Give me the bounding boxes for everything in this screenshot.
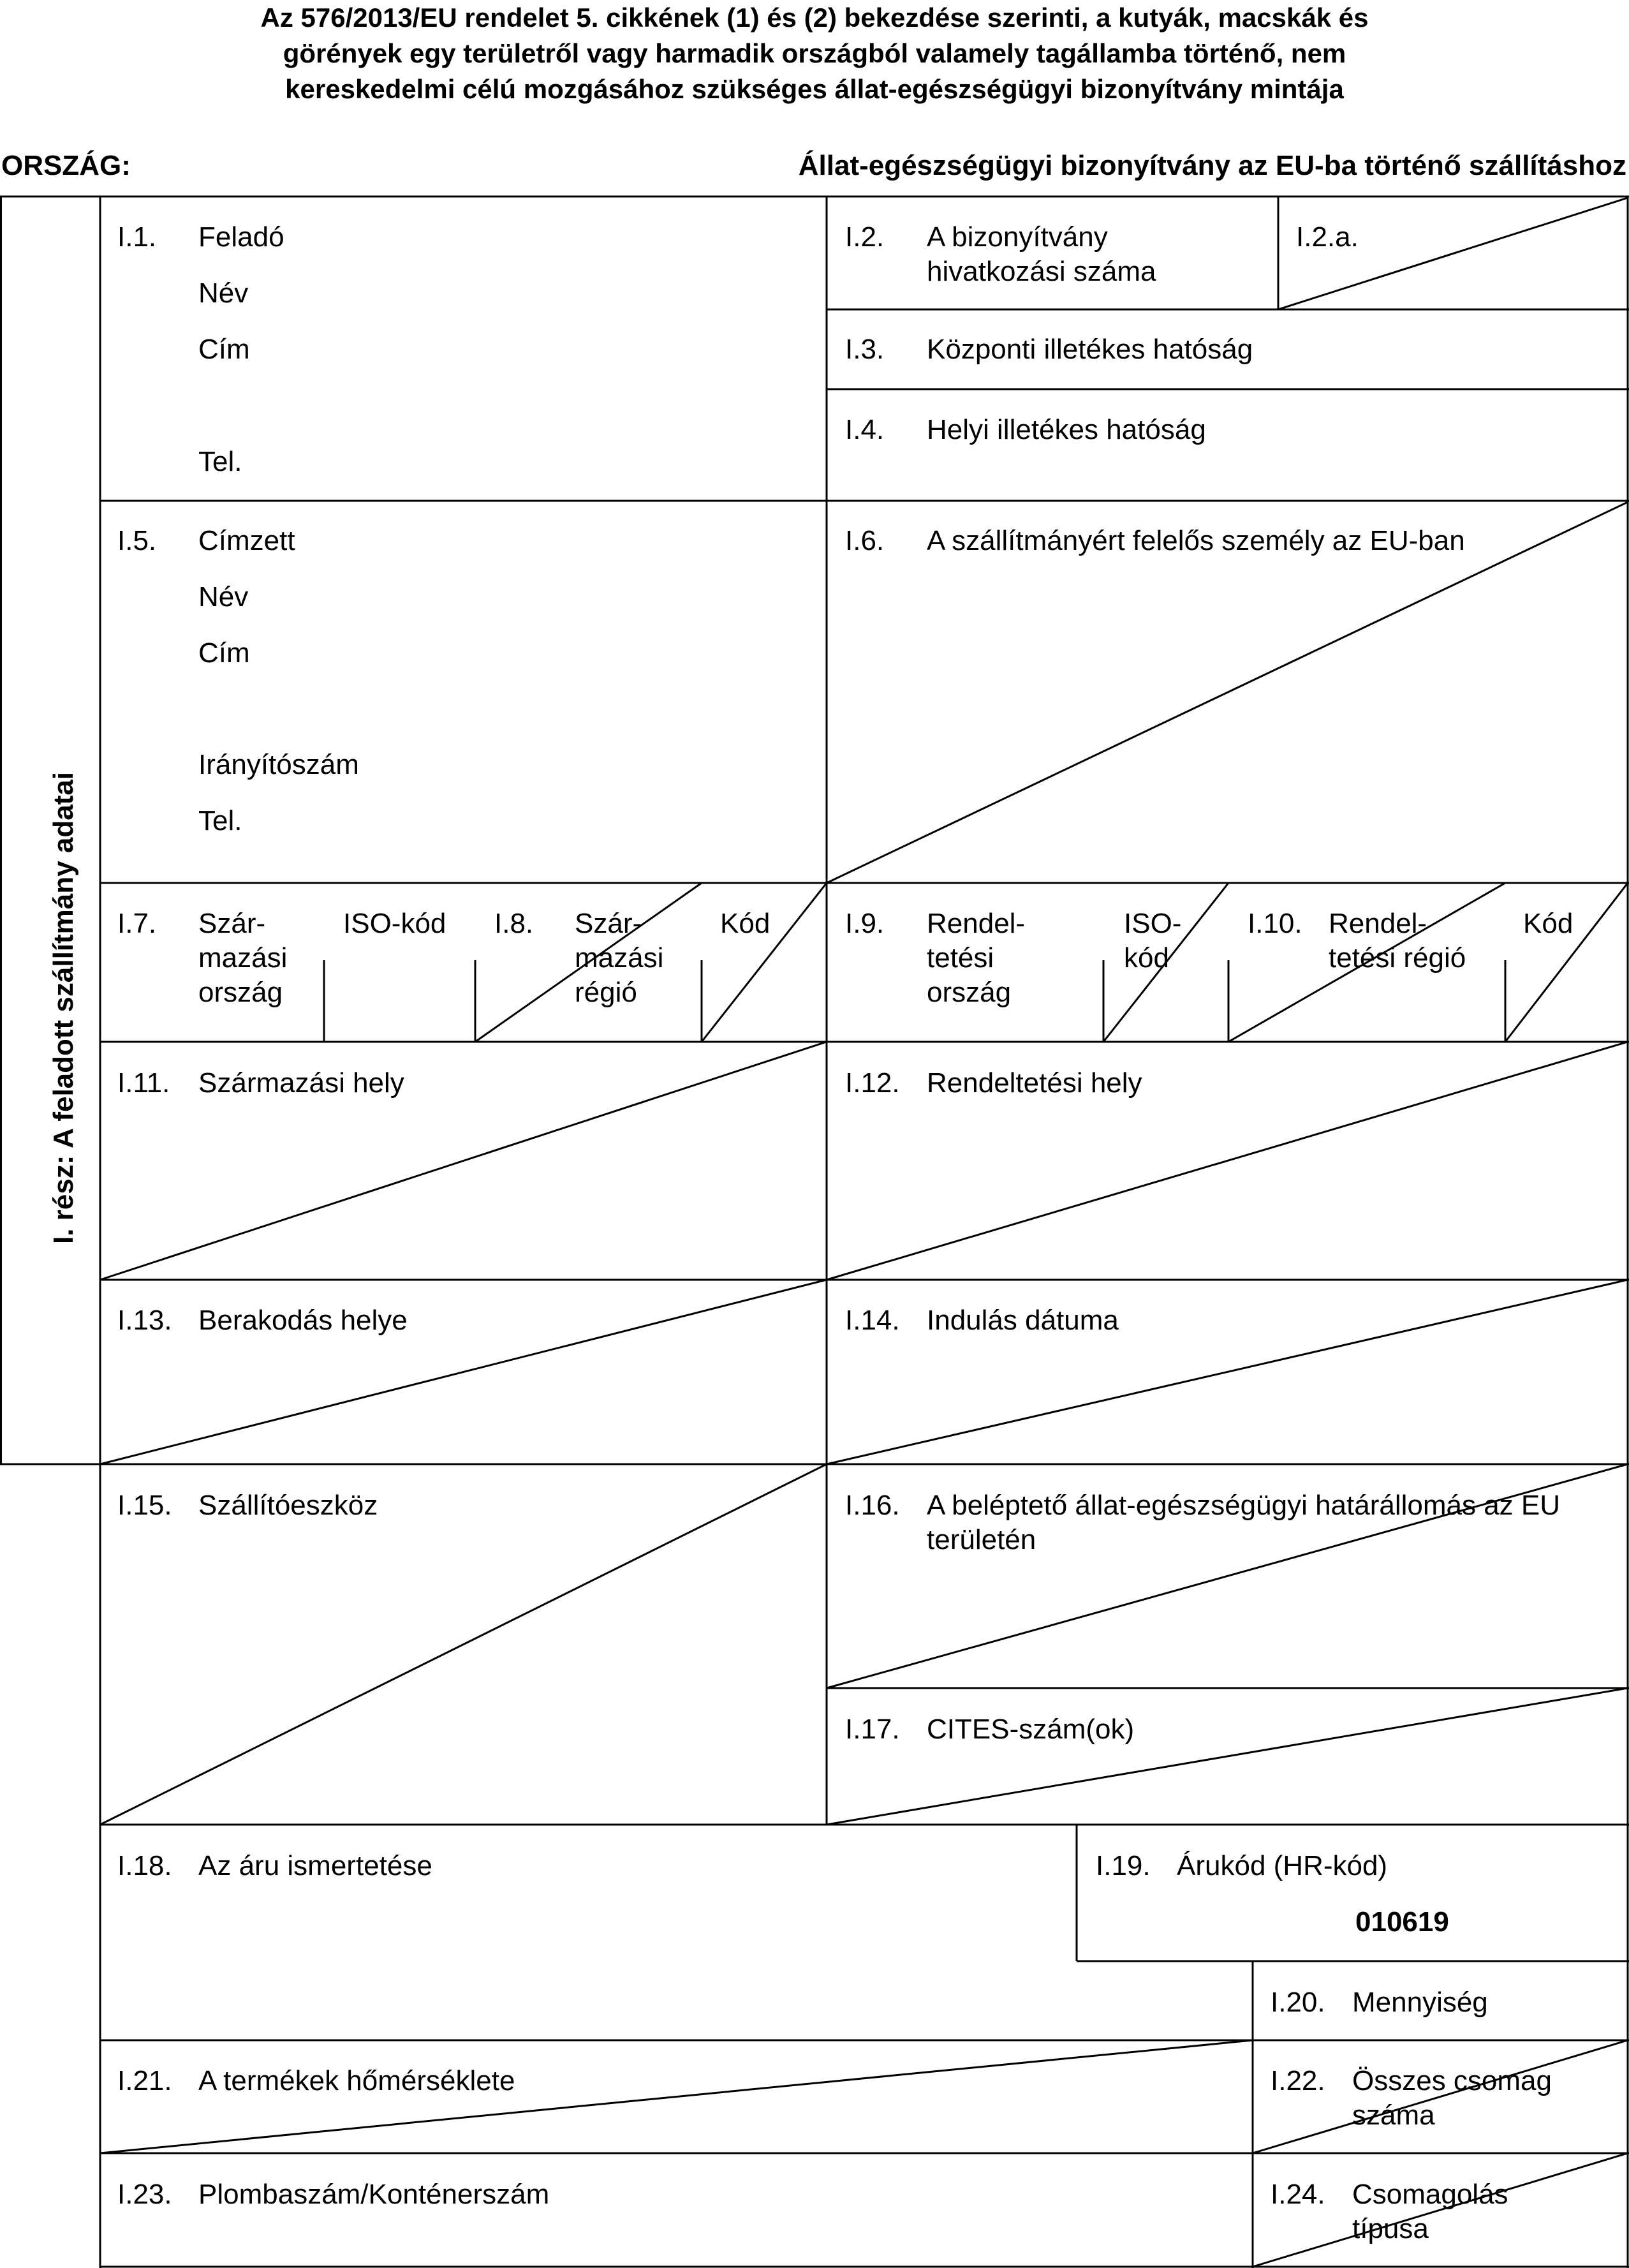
i16-number: I.16. — [845, 1490, 900, 1521]
title-line-1: Az 576/2013/EU rendelet 5. cikkének (1) és (2) bekezdése szerinti, a kutyák, macskák és — [260, 3, 1369, 33]
i8-code-label: Kód — [720, 908, 770, 939]
i24-label-2: típusa — [1352, 2213, 1429, 2244]
i6-number: I.6. — [845, 525, 885, 556]
i4-number: I.4. — [845, 414, 885, 445]
i5-number: I.5. — [117, 525, 157, 556]
i4-label: Helyi illetékes hatóság — [927, 414, 1206, 445]
i10-number: I.10. — [1248, 908, 1302, 939]
i20-number: I.20. — [1271, 1987, 1325, 2018]
i9-code-label-2: kód — [1124, 942, 1169, 974]
title-line-3: kereskedelmi célú mozgásához szükséges állat-egészségügyi bizonyítvány mintája — [285, 74, 1344, 104]
i19-label: Árukód (HR-kód) — [1177, 1850, 1388, 1881]
i15-number: I.15. — [117, 1490, 172, 1521]
i22-number: I.22. — [1271, 2065, 1325, 2096]
i11-number: I.11. — [117, 1067, 170, 1099]
i1-address-label: Cím — [198, 334, 250, 365]
i3-label: Központi illetékes hatóság — [927, 334, 1253, 365]
i7-number: I.7. — [117, 908, 157, 939]
part-one-side-label-text: I. rész: A feladott szállítmány adatai — [48, 771, 79, 1245]
i5-address-label: Cím — [198, 637, 250, 669]
i16-label-2: területén — [927, 1524, 1036, 1555]
i22-label-2: száma — [1352, 2100, 1435, 2131]
i10-code-label: Kód — [1523, 908, 1574, 939]
i5-name-label: Név — [198, 581, 249, 612]
i7-code-label: ISO-kód — [343, 908, 446, 939]
i21-number: I.21. — [117, 2065, 172, 2096]
i3-number: I.3. — [845, 334, 885, 365]
i10-label-1: Rendel- — [1329, 908, 1427, 939]
i12-number: I.12. — [845, 1067, 900, 1099]
i12-label: Rendeltetési hely — [927, 1067, 1142, 1099]
i24-label-1: Csomagolás — [1352, 2179, 1508, 2210]
i8-label-3: régió — [575, 977, 637, 1008]
i9-number: I.9. — [845, 908, 885, 939]
i5-tel-label: Tel. — [198, 805, 242, 836]
i23-label: Plombaszám/Konténerszám — [198, 2179, 550, 2210]
i2-label-1: A bizonyítvány — [927, 221, 1108, 253]
i18-number: I.18. — [117, 1850, 172, 1881]
i7-label-1: Szár- — [198, 908, 266, 939]
i8-number: I.8. — [494, 908, 534, 939]
i7-label-3: ország — [198, 977, 283, 1008]
i18-label: Az áru ismertetése — [198, 1850, 432, 1881]
i2-label-2: hivatkozási száma — [927, 256, 1156, 287]
i9-code-label-1: ISO- — [1124, 908, 1182, 939]
i15-label: Szállítóeszköz — [198, 1490, 378, 1521]
i16-label-1: A beléptető állat-egészségügyi határállomás az EU — [927, 1490, 1561, 1521]
i8-label-1: Szár- — [575, 908, 642, 939]
i2a-number: I.2.a. — [1296, 221, 1359, 253]
i6-label: A szállítmányért felelős személy az EU-ban — [927, 525, 1465, 556]
i1-tel-label: Tel. — [198, 446, 242, 477]
i13-number: I.13. — [117, 1305, 172, 1336]
certificate-heading: Állat-egészségügyi bizonyítvány az EU-ba történő szállításhoz — [798, 150, 1626, 181]
i1-number: I.1. — [117, 221, 157, 253]
i9-label-3: ország — [927, 977, 1012, 1008]
i13-label: Berakodás helye — [198, 1305, 408, 1336]
i8-label-2: mazási — [575, 942, 664, 974]
i5-postcode-label: Irányítószám — [198, 749, 359, 780]
title-line-2: görények egy területről vagy harmadik országból valamely tagállamba történő, nem — [283, 38, 1346, 68]
i17-label: CITES-szám(ok) — [927, 1714, 1135, 1745]
i1-label: Feladó — [198, 221, 284, 253]
i7-label-2: mazási — [198, 942, 288, 974]
i2-number: I.2. — [845, 221, 885, 253]
i20-label: Mennyiség — [1352, 1987, 1488, 2018]
i17-number: I.17. — [845, 1714, 900, 1745]
i14-label: Indulás dátuma — [927, 1305, 1119, 1336]
i19-hs-code-value: 010619 — [1355, 1906, 1449, 1938]
i14-number: I.14. — [845, 1305, 900, 1336]
i22-label-1: Összes csomag — [1352, 2065, 1552, 2096]
i5-label: Címzett — [198, 525, 295, 556]
i11-label: Származási hely — [198, 1067, 404, 1099]
i9-label-2: tetési — [927, 942, 994, 974]
i21-label: A termékek hőmérséklete — [198, 2065, 515, 2096]
i9-label-1: Rendel- — [927, 908, 1026, 939]
country-label: ORSZÁG: — [1, 150, 131, 181]
i1-name-label: Név — [198, 278, 249, 309]
i19-number: I.19. — [1096, 1850, 1151, 1881]
i10-label-2: tetési régió — [1329, 942, 1466, 974]
i24-number: I.24. — [1271, 2179, 1325, 2210]
i23-number: I.23. — [117, 2179, 172, 2210]
